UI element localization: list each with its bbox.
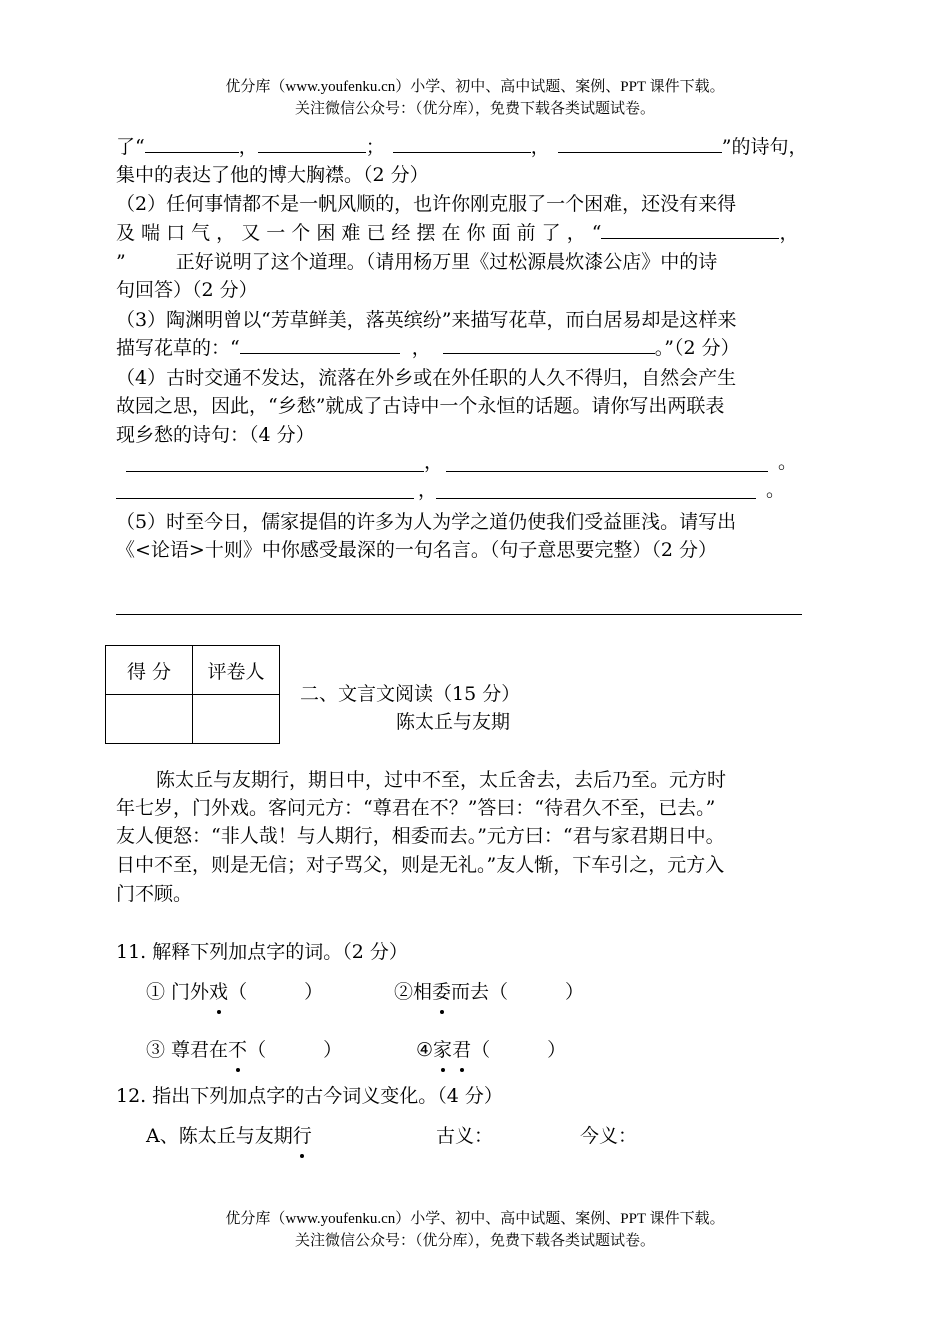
q12-item-a-pre: A、陈太丘与友期 xyxy=(146,1125,293,1147)
q11-item-4-pre: ④ xyxy=(416,1039,434,1061)
footer-line-2: 关注微信公众号：（优分库），免费下载各类试题试卷。 xyxy=(294,1233,655,1249)
page-footer xyxy=(0,1208,950,1252)
q1-semicolon: ； xyxy=(365,136,385,158)
q12-item-a xyxy=(146,1122,312,1150)
q1-continuation-line-2: 集中的表达了他的博大胸襟。（2 分） xyxy=(116,164,429,186)
q4-line-2: 故园之思，因此，“乡愁”就成了古诗中一个永恒的话题。请你写出两联表 xyxy=(116,395,725,417)
answer-line[interactable] xyxy=(436,498,756,499)
q5-line-2: 《<论语>十则》中你感受最深的一句名言。（句子意思要完整）（2 分） xyxy=(116,539,717,561)
q3-line-2-start: 描写花草的：“ xyxy=(116,337,240,359)
q2-line-2-text: 及 喘 口 气 ， 又 一 个 困 难 已 经 摆 在 你 面 前 了 ， “ xyxy=(116,222,602,244)
q3-line-1: （3）陶渊明曾以“芳草鲜美，落英缤纷”来描写花草，而白居易却是这样来 xyxy=(116,309,737,331)
q4-comma: ， xyxy=(418,479,438,501)
q11-item-4 xyxy=(416,1036,566,1064)
q4-comma: ， xyxy=(424,451,444,473)
q12-new-meaning-label: 今义： xyxy=(580,1125,638,1147)
q2-line-2 xyxy=(116,219,798,247)
q4-period: 。 xyxy=(778,451,798,473)
score-cell[interactable] xyxy=(106,695,193,744)
answer-blank[interactable] xyxy=(443,335,655,354)
emphasis-dotted-char: 戏 xyxy=(209,978,228,1006)
q11-item-1-pre: ① 门外 xyxy=(146,981,210,1003)
q2-line-1: （2）任何事情都不是一帆风顺的，也许你刚克服了一个困难，还没有来得 xyxy=(116,193,737,215)
q1-cont-end: ”的诗句， xyxy=(721,136,808,158)
q11-item-1-post[interactable]: （ ） xyxy=(228,981,324,1003)
q11-item-3 xyxy=(146,1036,342,1064)
grader-header: 评卷人 xyxy=(193,646,280,695)
q5-line-1: （5）时至今日，儒家提倡的许多为人为学之道仍使我们受益匪浅。请写出 xyxy=(116,511,737,533)
answer-blank[interactable] xyxy=(601,220,779,239)
q11-item-2 xyxy=(394,978,584,1006)
q2-line-3-text: 正好说明了这个道理。（请用杨万里《过松源晨炊漆公店》中的诗 xyxy=(175,251,718,273)
passage-line: 门不顾。 xyxy=(116,883,193,905)
q4-period: 。 xyxy=(766,479,786,501)
header-line-2: 关注微信公众号：（优分库），免费下载各类试题试卷。 xyxy=(294,101,655,117)
q4-line-1: （4）古时交通不发达，流落在外乡或在外任职的人久不得归，自然会产生 xyxy=(116,367,737,389)
answer-blank[interactable] xyxy=(145,134,239,153)
footer-line-1: 优分库（www.youfenku.cn）小学、初中、高中试题、案例、PPT 课件下载。 xyxy=(225,1211,725,1227)
q3-comma: ， xyxy=(411,337,431,359)
answer-blank[interactable] xyxy=(558,134,722,153)
passage-title: 陈太丘与友期 xyxy=(396,711,511,733)
answer-line[interactable] xyxy=(126,471,424,472)
page-header xyxy=(0,76,950,120)
emphasis-dotted-char: 君 xyxy=(452,1036,471,1064)
q1-cont-start: 了“ xyxy=(116,136,145,158)
answer-line[interactable] xyxy=(116,614,802,615)
answer-blank[interactable] xyxy=(258,134,366,153)
q11-item-1 xyxy=(146,978,323,1006)
q11-item-2-post[interactable]: 而去（ ） xyxy=(451,981,585,1003)
q2-line-3 xyxy=(116,248,717,276)
score-table xyxy=(105,645,280,744)
emphasis-dotted-char: 委 xyxy=(432,978,451,1006)
q1-comma: ， xyxy=(238,136,258,158)
q11-item-3-post[interactable]: （ ） xyxy=(247,1039,343,1061)
grader-cell[interactable] xyxy=(193,695,280,744)
answer-blank[interactable] xyxy=(240,335,400,354)
answer-blank[interactable] xyxy=(393,134,531,153)
passage-line: 友人便怒：“非人哉！与人期行，相委而去。”元方曰：“君与家君期日中。 xyxy=(116,825,725,847)
emphasis-dotted-char: 家 xyxy=(433,1036,452,1064)
emphasis-dotted-char: 不 xyxy=(228,1036,247,1064)
q11-item-2-pre: ②相 xyxy=(394,981,433,1003)
q1-comma: ， xyxy=(530,136,550,158)
header-line-1: 优分库（www.youfenku.cn）小学、初中、高中试题、案例、PPT 课件下载。 xyxy=(225,79,725,95)
q4-line-3: 现乡愁的诗句：（4 分） xyxy=(116,424,315,446)
q11-item-3-pre: ③ 尊君在 xyxy=(146,1039,229,1061)
q2-close-quote: ” xyxy=(116,251,126,273)
answer-line[interactable] xyxy=(116,498,414,499)
q12-title: 12. 指出下列加点字的古今词义变化。（4 分） xyxy=(116,1085,503,1107)
q3-line-2-end: 。”（2 分） xyxy=(654,337,740,359)
q11-item-4-post[interactable]: （ ） xyxy=(471,1039,567,1061)
q2-comma: ， xyxy=(779,222,799,244)
q3-line-2 xyxy=(116,334,740,362)
passage-line: 年七岁，门外戏。客问元方：“尊君在不？”答曰：“待君久不至，已去。” xyxy=(116,797,716,819)
score-header: 得 分 xyxy=(106,646,193,695)
passage-line: 陈太丘与友期行，期日中，过中不至，太丘舍去，去后乃至。元方时 xyxy=(156,769,727,791)
q1-continuation-line xyxy=(116,133,807,161)
emphasis-dotted-char: 行 xyxy=(293,1122,312,1150)
section-2-title: 二、文言文阅读（15 分） xyxy=(300,683,521,705)
answer-line[interactable] xyxy=(446,471,768,472)
q2-line-4: 句回答）（2 分） xyxy=(116,279,258,301)
passage-line: 日中不至，则是无信；对子骂父，则是无礼。”友人惭，下车引之，元方入 xyxy=(116,854,725,876)
q11-title: 11. 解释下列加点字的词。（2 分） xyxy=(116,941,408,963)
q12-old-meaning-label: 古义： xyxy=(436,1125,494,1147)
